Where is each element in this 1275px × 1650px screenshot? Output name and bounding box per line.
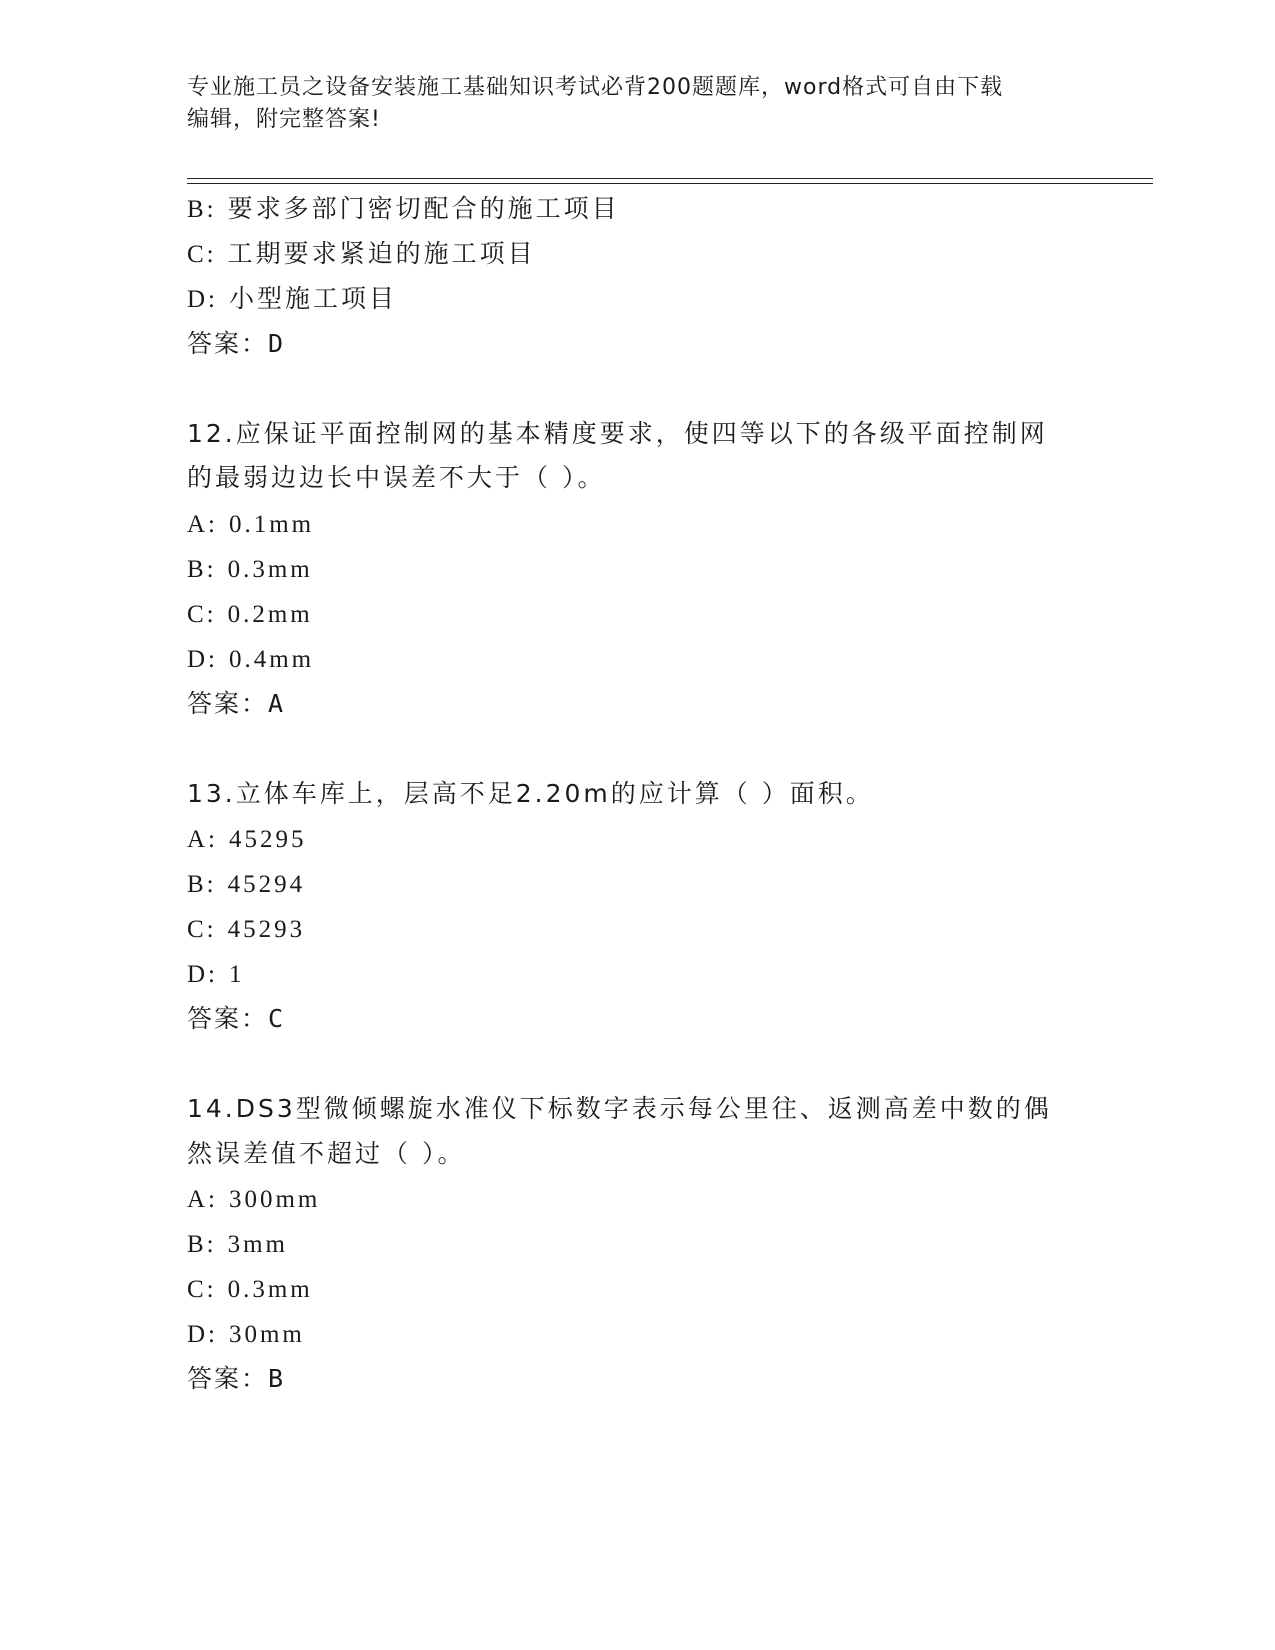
option-a <box>187 1183 320 1216</box>
option-letter: D: <box>187 646 218 673</box>
question-stem-line: 的最弱边边长中误差不大于（ ）。 <box>187 463 606 492</box>
option-b <box>187 868 305 901</box>
answer-label: 答案： <box>187 1364 269 1393</box>
question-stem-line: 然误差值不超过（ ）。 <box>187 1139 466 1168</box>
answer-line <box>187 1003 285 1035</box>
document-header <box>187 72 1087 136</box>
answer-line <box>187 1363 285 1395</box>
question-stem-line: 12.应保证平面控制网的基本精度要求，使四等以下的各级平面控制网 <box>187 419 1048 448</box>
option-letter: C: <box>187 241 217 268</box>
answer-value: B <box>268 1364 286 1393</box>
option-d <box>187 958 244 991</box>
option-text: 3mm <box>227 1231 288 1258</box>
option-text: 45293 <box>227 916 306 943</box>
header-divider-bottom <box>187 183 1153 184</box>
question-stem-line: 13.立体车库上，层高不足2.20m的应计算（ ）面积。 <box>187 779 874 808</box>
option-c <box>187 598 313 631</box>
answer-value: A <box>268 689 286 718</box>
option-text: 小型施工项目 <box>228 284 397 313</box>
option-letter: D: <box>187 286 218 313</box>
option-a <box>187 508 314 541</box>
option-letter: A: <box>187 826 218 853</box>
option-c <box>187 1273 313 1306</box>
option-d <box>187 1318 305 1351</box>
option-b <box>187 553 313 586</box>
option-text: 45294 <box>227 871 306 898</box>
header-title-line-1: 专业施工员之设备安装施工基础知识考试必背200题题库，word格式可自由下载 <box>187 75 1004 100</box>
option-letter: B: <box>187 1231 217 1258</box>
option-c <box>187 238 536 271</box>
option-b <box>187 1228 288 1261</box>
answer-label: 答案： <box>187 1004 269 1033</box>
question-stem-line: 14.DS3型微倾螺旋水准仪下标数字表示每公里往、返测高差中数的偶 <box>187 1094 1052 1123</box>
option-text: 300mm <box>228 1186 321 1213</box>
option-d <box>187 283 397 316</box>
answer-label: 答案： <box>187 329 269 358</box>
option-text: 工期要求紧迫的施工项目 <box>227 239 536 268</box>
option-a <box>187 823 306 856</box>
option-text: 0.3mm <box>227 1276 313 1303</box>
option-text: 45295 <box>228 826 307 853</box>
option-c <box>187 913 305 946</box>
option-letter: C: <box>187 916 217 943</box>
option-text: 1 <box>228 961 245 988</box>
option-text: 0.2mm <box>227 601 313 628</box>
header-divider-top <box>187 178 1153 179</box>
option-letter: B: <box>187 196 217 223</box>
option-letter: D: <box>187 1321 218 1348</box>
option-b <box>187 193 620 226</box>
option-letter: C: <box>187 1276 217 1303</box>
answer-line <box>187 688 285 720</box>
option-letter: C: <box>187 601 217 628</box>
option-letter: A: <box>187 1186 218 1213</box>
header-title-line-2: 编辑，附完整答案! <box>187 107 381 132</box>
answer-label: 答案： <box>187 689 269 718</box>
answer-line <box>187 328 285 360</box>
option-d <box>187 643 314 676</box>
answer-value: D <box>268 329 286 358</box>
answer-value: C <box>268 1004 286 1033</box>
option-text: 要求多部门密切配合的施工项目 <box>227 194 620 223</box>
option-text: 0.1mm <box>228 511 315 538</box>
option-text: 0.3mm <box>227 556 313 583</box>
option-letter: D: <box>187 961 218 988</box>
option-letter: A: <box>187 511 218 538</box>
option-text: 0.4mm <box>228 646 315 673</box>
option-letter: B: <box>187 871 217 898</box>
option-text: 30mm <box>228 1321 305 1348</box>
option-letter: B: <box>187 556 217 583</box>
